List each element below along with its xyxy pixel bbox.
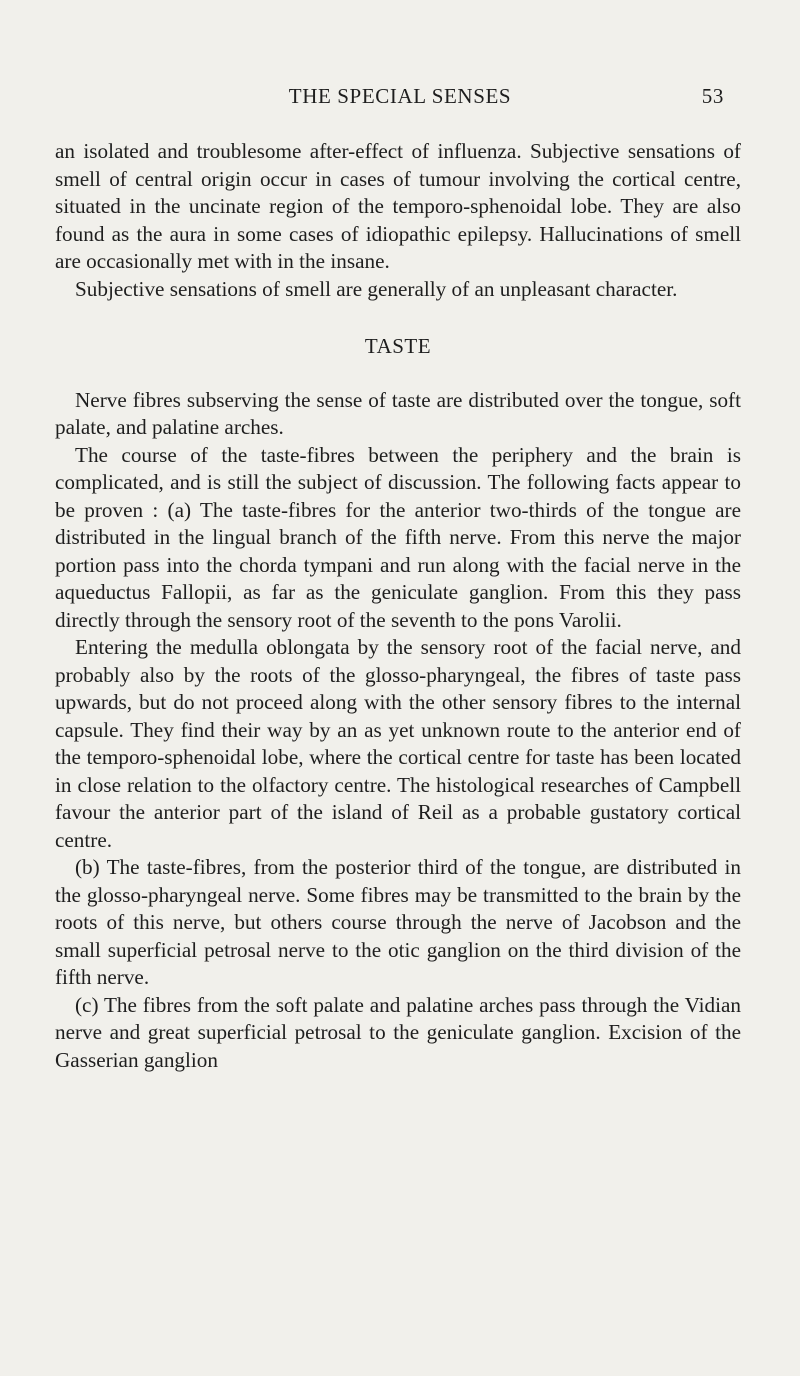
- paragraph-smell-character: Subjective sensations of smell are generally of an unpleasant character.: [75, 276, 678, 301]
- paragraph-taste-palate: (c) The fibres from the soft palate and palatine arches pass through the Vidian nerve and great superficial petrosal to the geniculate ganglion. Excision of the Gasserian ganglion: [55, 992, 741, 1072]
- page-number: 53: [701, 84, 724, 108]
- paragraph-taste-course: The course of the taste-fibres between the periphery and the brain is complicated, and is still the subject of discussion. The following facts appear to be proven : (a) The taste-fibres for the anterior two-thirds of the tongue are distributed in the lingual branch of the fifth nerve. From this nerve the major portion pass into the chorda tympani and run along with the facial nerve in the aqueductus Fallopii, as far as the geniculate ganglion. From this they pass directly through the sensory root of the seventh to the pons Varolii.: [55, 442, 741, 632]
- section-heading-taste: TASTE: [364, 334, 432, 358]
- paragraph-smell-continuation: an isolated and troublesome after-effect of influenza. Subjective sensations of smell of central origin occur in cases of tumour involving the cortical centre, situated in the uncinate region of the temporo-sphenoidal lobe. They are also found as the aura in some cases of idiopathic epilepsy. Hallucinations of smell are occasionally met with in the insane.: [55, 139, 741, 273]
- paragraph-taste-medulla: Entering the medulla oblongata by the sensory root of the facial nerve, and probably also by the roots of the glosso-pharyngeal, the fibres of taste pass upwards, but do not proceed along with the other sensory fibres to the internal capsule. They find their way by an as yet unknown route to the anterior end of the temporo-sphenoidal lobe, where the cortical centre for taste has been located in close relation to the olfactory centre. The histological researches of Campbell favour the anterior part of the island of Reil as a probable gustatory cortical centre.: [55, 635, 741, 852]
- paragraph-taste-posterior: (b) The taste-fibres, from the posterior third of the tongue, are distributed in the glosso-pharyngeal nerve. Some fibres may be transmitted to the brain by the roots of this nerve, but others course through the nerve of Jacobson and the small superficial petrosal nerve to the otic ganglion on the third division of the fifth nerve.: [55, 855, 741, 989]
- running-head: [0, 84, 800, 114]
- running-title: THE SPECIAL SENSES: [288, 84, 512, 108]
- paragraph-taste-intro: Nerve fibres subserving the sense of taste are distributed over the tongue, soft palate, and palatine arches.: [55, 387, 741, 439]
- body-text: [55, 138, 741, 1074]
